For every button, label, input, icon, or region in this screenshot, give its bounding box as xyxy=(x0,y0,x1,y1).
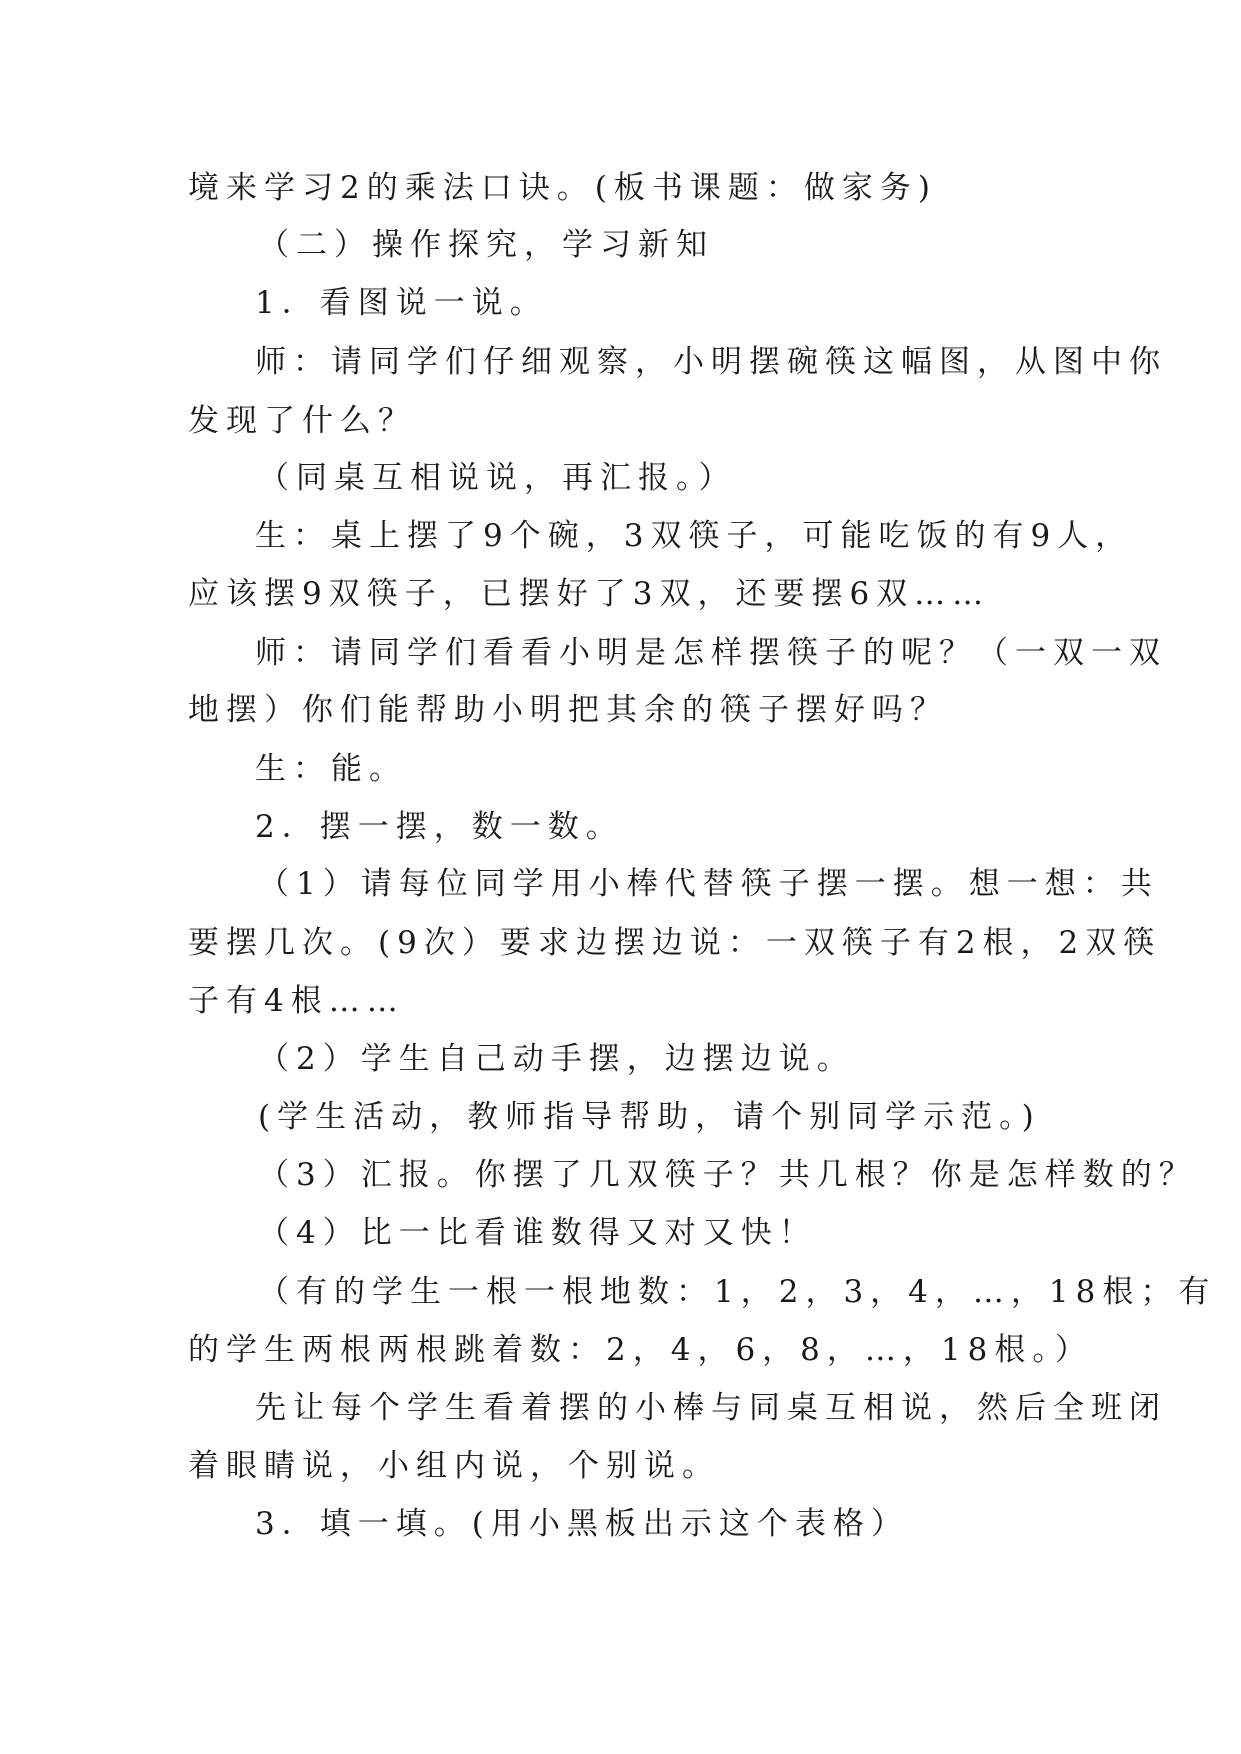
instruction-line: 先让每个学生看着摆的小棒与同桌互相说，然后全班闭 xyxy=(255,1390,1167,1426)
text-line: 境来学习2的乘法口诀。(板书课题：做家务) xyxy=(188,170,937,206)
activity-line: （1）请每位同学用小棒代替筷子摆一摆。想一想：共 xyxy=(258,866,1159,902)
activity-line: （3）汇报。你摆了几双筷子？共几根？你是怎样数的？ xyxy=(258,1157,1197,1193)
activity-line: （4）比一比看谁数得又对又快！ xyxy=(258,1215,817,1251)
teacher-line: 发现了什么？ xyxy=(188,403,416,439)
step-heading: 3．填一填。(用小黑板出示这个表格） xyxy=(255,1506,909,1542)
activity-line: 的学生两根两根跳着数：2，4，6，8，…，18根。） xyxy=(188,1332,1093,1368)
step-heading: 1．看图说一说。 xyxy=(255,285,548,321)
teacher-line: 师：请同学们仔细观察，小明摆碗筷这幅图，从图中你 xyxy=(255,344,1167,380)
activity-line: （2）学生自己动手摆，边摆边说。 xyxy=(258,1041,855,1077)
activity-line: 子有4根…… xyxy=(188,983,405,1019)
activity-line: 要摆几次。(9次）要求边摆边说：一双筷子有2根，2双筷 xyxy=(188,925,1162,961)
step-heading: 2．摆一摆，数一数。 xyxy=(255,809,624,845)
teacher-line: 地摆）你们能帮助小明把其余的筷子摆好吗？ xyxy=(188,692,948,728)
instruction-line: 着眼睛说，小组内说，个别说。 xyxy=(188,1448,720,1484)
instruction-line: （同桌互相说说，再汇报。） xyxy=(258,460,737,496)
student-line: 生：能。 xyxy=(255,751,407,787)
student-line: 应该摆9双筷子，已摆好了3双，还要摆6双…… xyxy=(188,576,991,612)
student-line: 生：桌上摆了9个碗，3双筷子，可能吃饭的有9人， xyxy=(255,518,1134,554)
activity-line: （有的学生一根一根地数：1，2，3，4，…，18根；有 xyxy=(258,1274,1217,1310)
teacher-line: 师：请同学们看看小明是怎样摆筷子的呢？（一双一双 xyxy=(255,635,1167,671)
section-heading: （二）操作探究，学习新知 xyxy=(258,227,714,263)
activity-line: (学生活动，教师指导帮助，请个别同学示范。) xyxy=(258,1099,1041,1135)
